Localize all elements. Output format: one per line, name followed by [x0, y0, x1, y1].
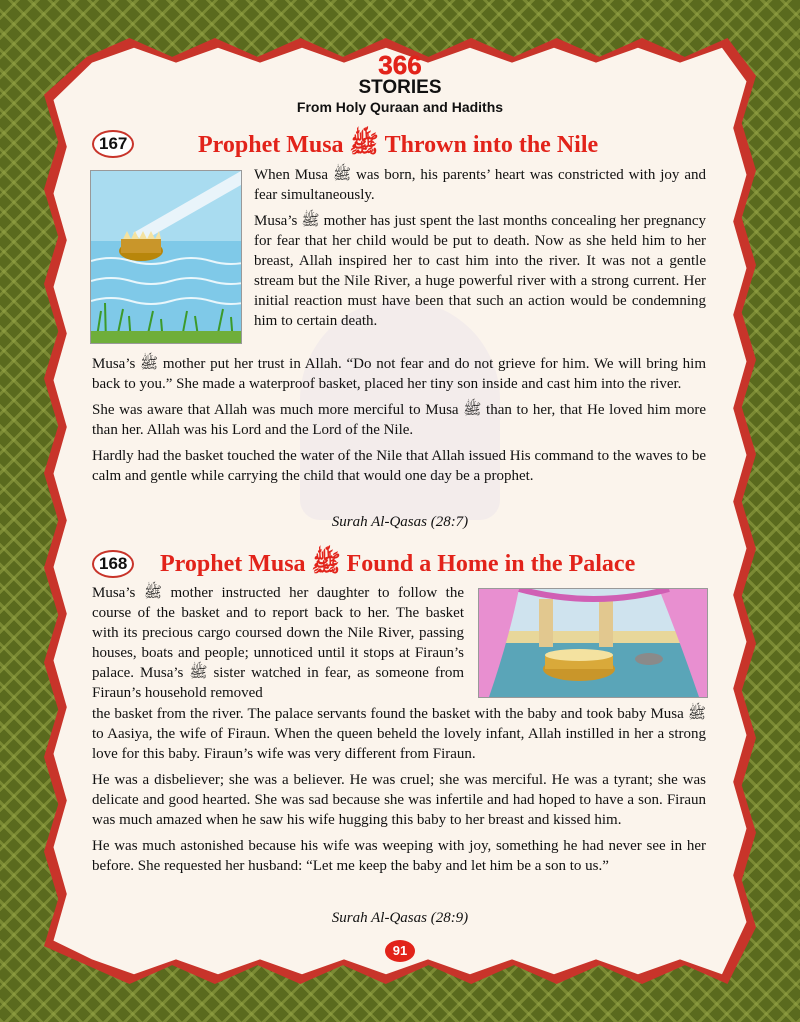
- paragraph: Hardly had the basket touched the water of the Nile that Allah issued His command to the waves to be calm and gentle while carrying the child that would one day be a prophet.: [92, 448, 706, 484]
- book-subtitle: From Holy Quraan and Hadiths: [296, 99, 504, 115]
- paragraph: the basket from the river. The palace servants found the basket with the baby and took baby Musa ﷺ to Aasiya, the wife of Firaun. When the queen beheld the lovely infant, Allah instilled in her a strong love for this baby. Firaun’s wife was very different from Firaun.: [92, 706, 706, 762]
- story-number-badge: 168: [92, 550, 134, 578]
- book-header: [0, 52, 800, 116]
- story-167-heading: [92, 130, 134, 158]
- palace-basket-illustration: [478, 588, 708, 698]
- story-title: Prophet Musa ﷺ Thrown into the Nile: [198, 132, 599, 158]
- book-number: 366: [378, 50, 422, 80]
- paragraph: Musa’s ﷺ mother has just spent the last months concealing her pregnancy for fear that her child would be put to death. Now as she held him to her breast, Allah inspired her to cast him into the river. It was not a gentle stream but the Nile River, a huge powerful river with a strong current. Her initial reaction must have been that such an action would be condemning him to certain death.: [254, 213, 707, 329]
- story-167-title-wrap: [198, 129, 598, 164]
- story-167-reference: Surah Al-Qasas (28:7): [331, 514, 469, 530]
- story-number-badge: 167: [92, 130, 134, 158]
- page-number: 91: [385, 940, 415, 962]
- story-168-wrap-text: [92, 583, 464, 709]
- story-167-full-text: [92, 354, 706, 492]
- paragraph: Musa’s ﷺ mother put her trust in Allah. “Do not fear and do not grieve for him. We will bring him back to you.” She made a waterproof basket, placed her tiny son inside and cast him into the river.: [92, 356, 706, 392]
- story-title: Prophet Musa ﷺ Found a Home in the Palace: [160, 551, 636, 577]
- story-167-wrap-text: [254, 165, 706, 337]
- story-168-reference: Surah Al-Qasas (28:9): [331, 910, 469, 926]
- story-168-title-wrap: [160, 548, 635, 583]
- story-168-heading: [92, 550, 134, 578]
- paragraph: He was a disbeliever; she was a believer. He was cruel; she was merciful. He was a tyrant; she was delicate and good hearted. She was sad because she was infertile and had hoped to have a son. Firaun was much amazed when he saw his wife hugging this baby to her breast and kissed him.: [92, 772, 706, 828]
- paragraph: When Musa ﷺ was born, his parents’ heart was constricted with joy and fear simultaneously.: [254, 167, 706, 203]
- basket-river-illustration: [90, 170, 242, 344]
- paragraph: Musa’s ﷺ mother instructed her daughter to follow the course of the basket and to report back to her. The basket with its precious cargo coursed down the Nile River, passing houses, boats and people; unnoticed until it stops at Firaun’s palace. Musa’s ﷺ sister watched in fear, as someone from Firaun’s household removed: [92, 585, 465, 701]
- paragraph: She was aware that Allah was much more merciful to Musa ﷺ than to her, that He loved him more than her. Allah was his Lord and the Lord of the Nile.: [92, 402, 706, 438]
- paragraph: He was much astonished because his wife was weeping with joy, something he had never see in her before. She requested her husband: “Let me keep the baby and let him be a son to us.”: [92, 838, 706, 874]
- story-168-full-text: [92, 704, 706, 882]
- book-stories: STORIES: [358, 77, 442, 98]
